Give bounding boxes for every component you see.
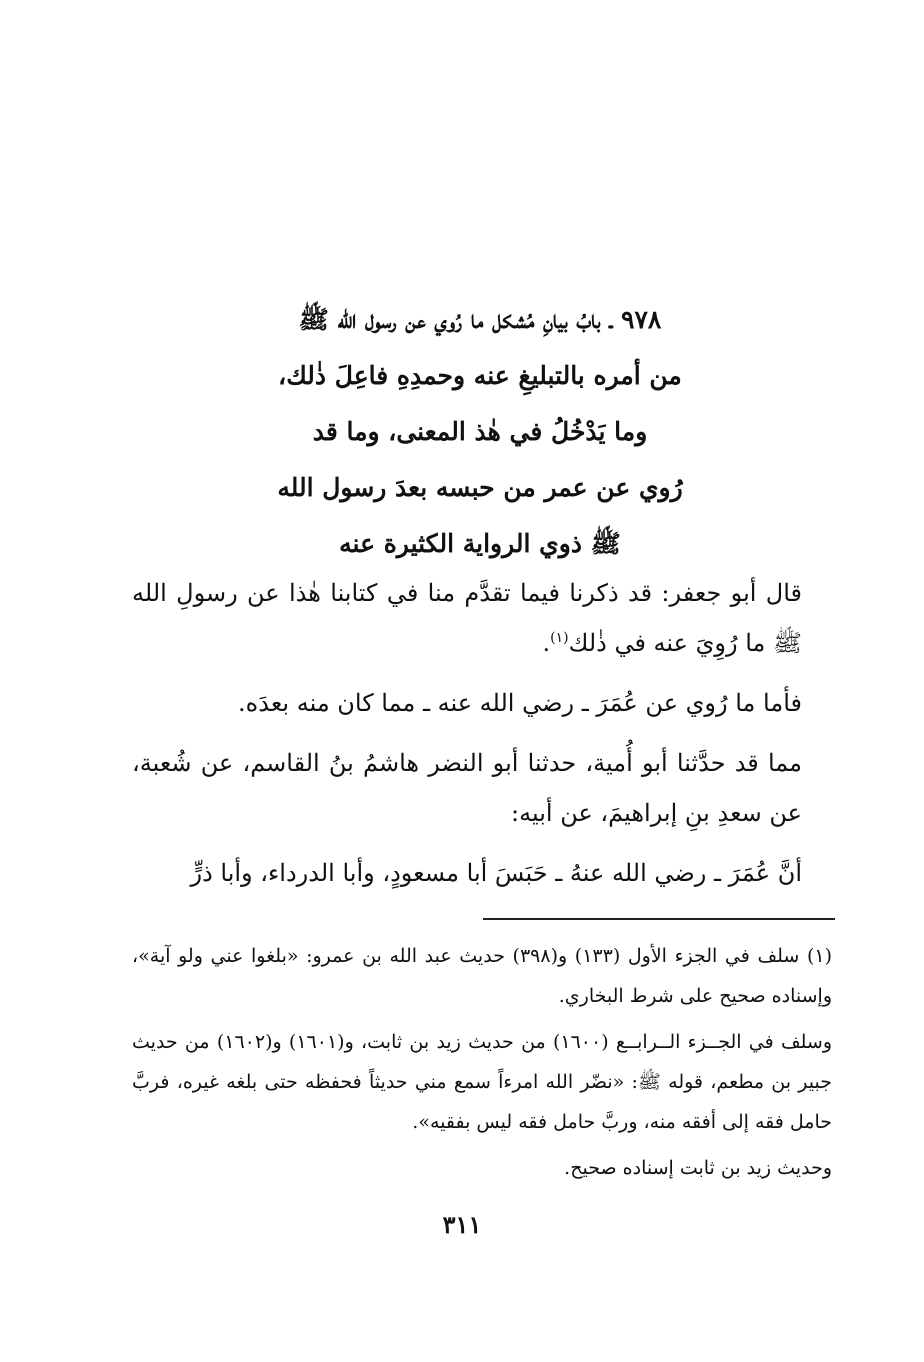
footnote: (١) سلف في الجزء الأول (١٣٣) و(٣٩٨) حديث عبد الله بن عمرو: «بلغوا عني ولو آية»، وإسناده صحيح على شرط البخاري. xyxy=(132,945,833,1007)
paragraph-end: . xyxy=(542,629,551,657)
paragraph: فأما ما رُوي عن عُمَرَ ـ رضي الله عنه ـ مما كان منه بعدَه. xyxy=(238,689,802,717)
page-number: ٣١١ xyxy=(442,1210,482,1239)
heading-line: ﷺ ذوي الرواية الكثيرة عنه xyxy=(339,529,621,558)
footnote-separator xyxy=(483,918,835,920)
footnote-reference: (١) xyxy=(550,630,569,646)
heading-line: رُوي عن عمر من حبسه بعدَ رسول الله xyxy=(277,473,683,502)
main-text xyxy=(132,568,802,908)
paragraph-text: قال أبو جعفر: قد ذكرنا فيما تقدَّم منا في كتابنا هٰذا عن رسولِ الله ﷺ ما رُوِيَ عنه في ذٰلك xyxy=(132,579,802,657)
footnotes xyxy=(132,936,832,1194)
heading-line: من أمره بالتبليغِ عنه وحمدِهِ فاعِلَ ذٰلك، xyxy=(278,361,682,390)
paragraph xyxy=(132,568,802,668)
chapter-heading xyxy=(160,292,800,572)
heading-line: ٩٧٨ ـ بابُ بيانِ مُشكل ما رُوي عن رسول الله ﷺ xyxy=(298,305,662,334)
paragraph: أنَّ عُمَرَ ـ رضي الله عنهُ ـ حَبَسَ أبا مسعودٍ، وأبا الدرداء، وأبا ذرٍّ xyxy=(190,859,802,887)
heading-line: وما يَدْخُلُ في هٰذ المعنى، وما قد xyxy=(312,417,648,446)
footnote: وحديث زيد بن ثابت إسناده صحيح. xyxy=(564,1157,832,1179)
paragraph: مما قد حدَّثنا أبو أُمية، حدثنا أبو النضر هاشمُ بنُ القاسم، عن شُعبة، عن سعدِ بنِ إبراهيمَ، عن أبيه: xyxy=(132,749,802,827)
footnote: وسلف في الجــزء الــرابــع (١٦٠٠) من حديث زيد بن ثابت، و(١٦٠١) و(١٦٠٢) من حديث جبير بن مطعم، قوله ﷺ: «نضّر الله امرءاً سمع مني حديثاً فحفظه حتى بلغه غيره، فربَّ حامل فقه إلى أفقه منه، وربَّ حامل فقه ليس بفقيه». xyxy=(132,1031,833,1133)
